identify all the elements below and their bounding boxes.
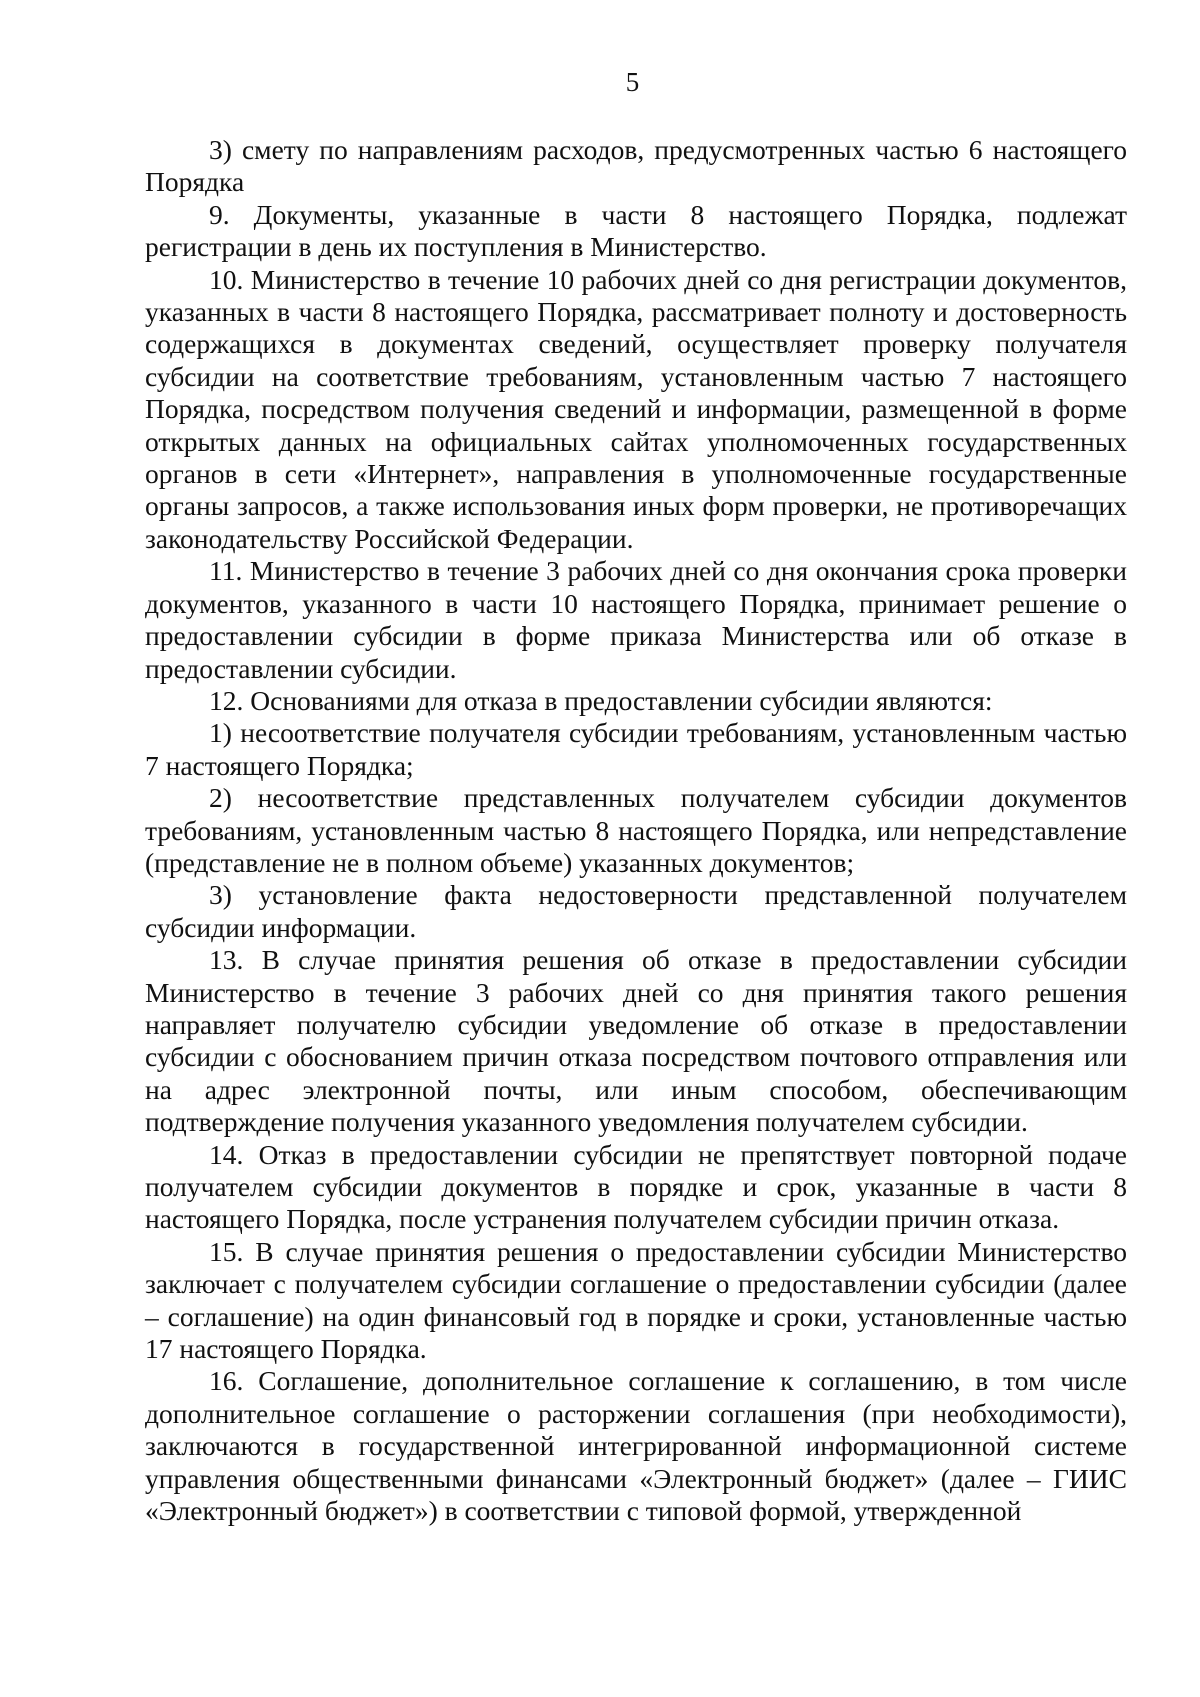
paragraph-12: 12. Основаниями для отказа в предоставлении субсидии являются: xyxy=(209,684,993,716)
paragraph-9: 9. Документы, указанные в части 8 настоящего Порядка, подлежат регистрации в день их поступления в Министерство. xyxy=(145,198,1127,263)
paragraph-item-3: 3) смету по направлениям расходов, предусмотренных частью 6 настоящего Порядка xyxy=(145,134,1127,198)
paragraph-12-item-2: 2) несоответствие представленных получателем субсидии документов требованиям, установленным частью 8 настоящего Порядка, или непредставление (представление не в полном объеме) указанных документов; xyxy=(145,782,1127,878)
paragraph-12-item-1: 1) несоответствие получателя субсидии требованиям, установленным частью 7 настоящего Порядка; xyxy=(145,717,1127,781)
paragraph-16: 16. Соглашение, дополнительное соглашение к соглашению, в том числе дополнительное соглашение о расторжении соглашения (при необходимости), заключаются в государственной интегрированной информационной системе управления общественными финансами «Электронный бюджет» (далее – ГИИС «Электронный бюджет») в соответствии с типовой формой, утвержденной xyxy=(145,1365,1127,1527)
page-number: 5 xyxy=(625,67,640,97)
paragraph-10: 10. Министерство в течение 10 рабочих дней со дня регистрации документов, указанных в части 8 настоящего Порядка, рассматривает полноту и достоверность содержащихся в документах сведений, осуществляет проверку получателя субсидии на соответствие требованиям, установленным частью 7 настоящего Порядка, посредством получения сведений и информации, размещенной в форме открытых данных на официальных сайтах уполномоченных государственных органов в сети «Интернет», направления в уполномоченные государственные органы запросов, а также использования иных форм проверки, не противоречащих законодательству Российской Федерации. xyxy=(145,263,1127,554)
document-body xyxy=(145,134,1127,1527)
paragraph-15: 15. В случае принятия решения о предоставлении субсидии Министерство заключает с получателем субсидии соглашение о предоставлении субсидии (далее – соглашение) на один финансовый год в порядке и сроки, установленные частью 17 настоящего Порядка. xyxy=(145,1235,1127,1365)
paragraph-13: 13. В случае принятия решения об отказе в предоставлении субсидии Министерство в течение 3 рабочих дней со дня принятия такого решения направляет получателю субсидии уведомление об отказе в предоставлении субсидии с обоснованием причин отказа посредством почтового отправления или на адрес электронной почты, или иным способом, обеспечивающим подтверждение получения указанного уведомления получателем субсидии. xyxy=(145,944,1127,1138)
paragraph-12-item-3: 3) установление факта недостоверности представленной получателем субсидии информации. xyxy=(145,879,1127,943)
paragraph-11: 11. Министерство в течение 3 рабочих дней со дня окончания срока проверки документов, указанного в части 10 настоящего Порядка, принимает решение о предоставлении субсидии в форме приказа Министерства или об отказе в предоставлении субсидии. xyxy=(145,555,1127,684)
paragraph-14: 14. Отказ в предоставлении субсидии не препятствует повторной подаче получателем субсидии документов в порядке и срок, указанные в части 8 настоящего Порядка, после устранения получателем субсидии причин отказа. xyxy=(145,1138,1127,1235)
